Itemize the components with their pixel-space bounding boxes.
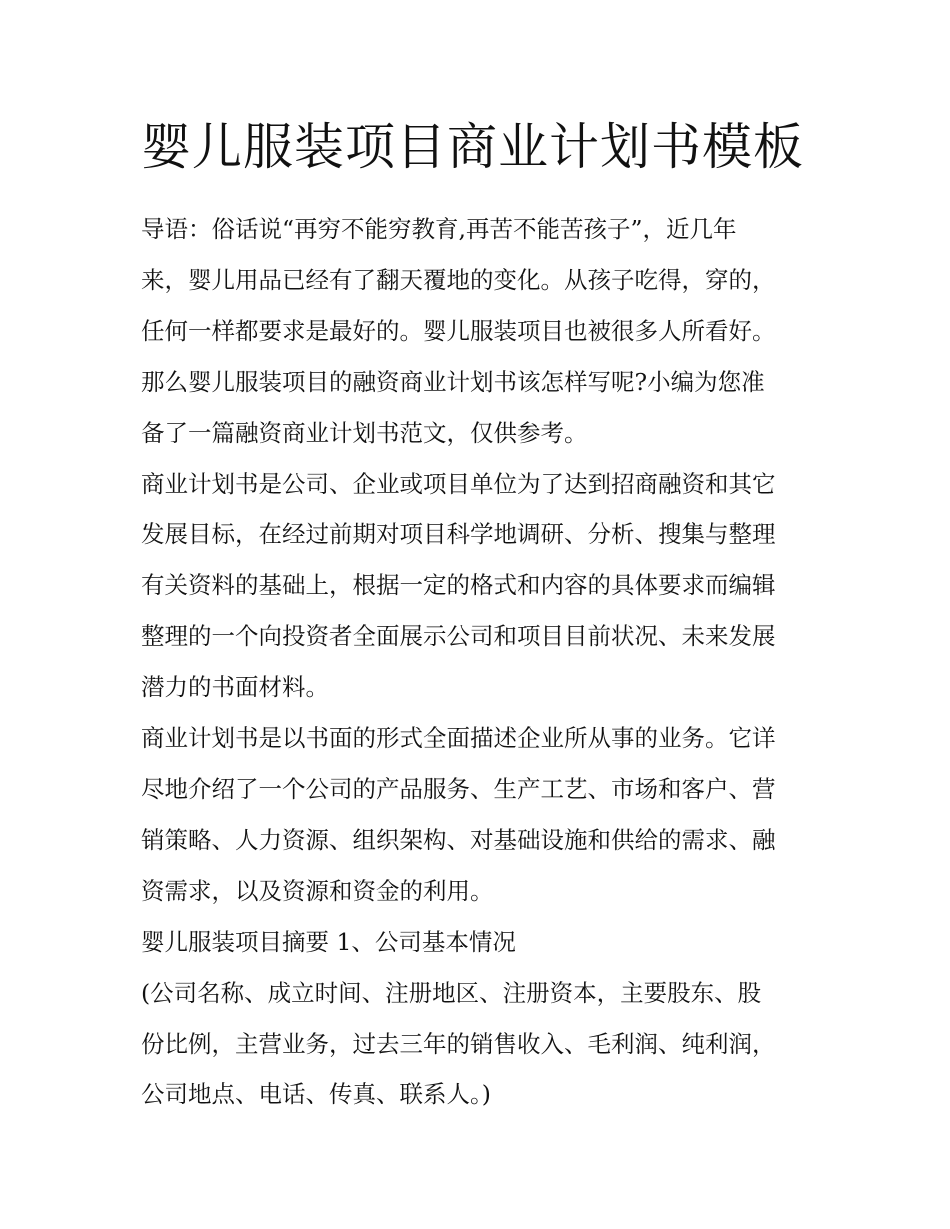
text-line: 整理的一个向投资者全面展示公司和项目目前状况、未来发展 <box>141 622 776 651</box>
text-line: 潜力的书面材料。 <box>141 673 329 702</box>
text-line: 公司地点、电话、传真、联系人。) <box>141 1080 491 1109</box>
description-paragraph <box>141 713 821 917</box>
text-line: 份比例，主营业务，过去三年的销售收入、毛利润、纯利润， <box>141 1029 776 1058</box>
document-title: 婴儿服装项目商业计划书模板 <box>141 118 804 176</box>
text-line: 销策略、人力资源、组织架构、对基础设施和供给的需求、融 <box>141 825 776 854</box>
text-line: 导语：俗话说“再穷不能穷教育,再苦不能苦孩子”，近几年 <box>141 215 737 243</box>
text-line: 来，婴儿用品已经有了翻天覆地的变化。从孩子吃得，穿的， <box>141 265 776 294</box>
text-line: 资需求，以及资源和资金的利用。 <box>141 876 494 905</box>
definition-paragraph <box>141 459 821 714</box>
text-line: (公司名称、成立时间、注册地区、注册资本，主要股东、股 <box>141 978 762 1007</box>
company-info-paragraph <box>141 968 821 1121</box>
text-line: 有关资料的基础上，根据一定的格式和内容的具体要求而编辑 <box>141 571 776 600</box>
document-page <box>141 112 821 1120</box>
text-line: 那么婴儿服装项目的融资商业计划书该怎样写呢?小编为您准 <box>141 367 765 396</box>
text-line: 尽地介绍了一个公司的产品服务、生产工艺、市场和客户、营 <box>141 774 776 803</box>
intro-paragraph <box>141 204 821 459</box>
text-line: 商业计划书是以书面的形式全面描述企业所从事的业务。它详 <box>141 724 776 753</box>
text-line: 婴儿服装项目摘要 1、公司基本情况 <box>141 927 516 956</box>
text-line: 商业计划书是公司、企业或项目单位为了达到招商融资和其它 <box>141 469 776 498</box>
text-line: 发展目标，在经过前期对项目科学地调研、分析、搜集与整理 <box>141 520 776 549</box>
section-heading <box>141 917 821 968</box>
text-line: 备了一篇融资商业计划书范文，仅供参考。 <box>141 418 588 447</box>
text-line: 任何一样都要求是最好的。婴儿服装项目也被很多人所看好。 <box>141 316 776 345</box>
